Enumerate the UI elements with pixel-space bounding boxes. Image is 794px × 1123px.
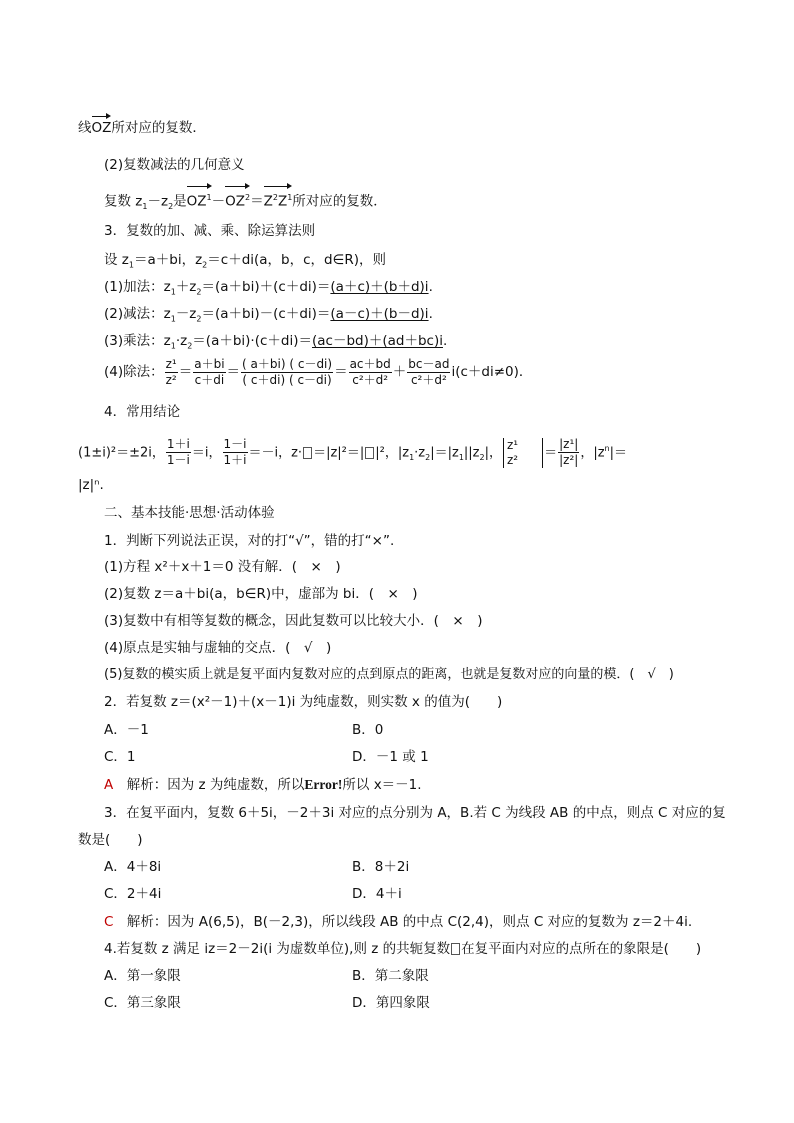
section-heading: (2)复数减法的几何意义 bbox=[104, 157, 245, 173]
text: ＝c＋di(a，b，c，d∈R)，则 bbox=[207, 252, 387, 268]
solution-2 bbox=[104, 775, 422, 795]
text: (1±i)²＝±2i， bbox=[78, 445, 165, 461]
denominator: 1－i bbox=[166, 453, 190, 468]
text: ＝|z|²＝| bbox=[313, 445, 365, 461]
text: ＝a＋bi，z bbox=[133, 252, 203, 268]
question-1: 1．判断下列说法正误，对的打“√”，错的打“×”. bbox=[104, 533, 395, 549]
text: ＝(a＋bi)·(c＋di)＝ bbox=[192, 333, 312, 349]
text: －z bbox=[175, 306, 197, 322]
option-c: C．2＋4i bbox=[104, 886, 162, 902]
option-a: A．4＋8i bbox=[104, 859, 162, 875]
fraction bbox=[506, 438, 519, 468]
denominator: ( c＋di) ( c－di) bbox=[242, 372, 332, 387]
abs-bar bbox=[503, 438, 504, 468]
option-a: A．－1 bbox=[104, 722, 149, 738]
error-text: Error! bbox=[304, 777, 343, 792]
fraction bbox=[165, 357, 178, 388]
text: . bbox=[428, 279, 433, 295]
option-d: D．第四象限 bbox=[352, 995, 430, 1011]
text: (4)除法： bbox=[104, 364, 164, 380]
text: ＝(a＋bi)－(c＋di)＝ bbox=[201, 306, 331, 322]
answer-underlined: (ac－bd)＋(ad＋bc)i bbox=[312, 333, 443, 349]
abs-bar bbox=[542, 438, 543, 468]
text: ＝ bbox=[334, 364, 348, 380]
text-line: |z|ⁿ. bbox=[78, 477, 104, 493]
text-line: 复数 $z_1-z_2$是$OZ^1-OZ^2=Z^2Z^1$所对应的复数． bbox=[104, 188, 387, 217]
option-c: C．第三象限 bbox=[104, 995, 181, 1011]
text: 线 bbox=[78, 120, 92, 136]
numerator: 1－i bbox=[223, 437, 247, 452]
text: 所以 x＝－1. bbox=[342, 777, 422, 793]
section-heading: 4．常用结论 bbox=[104, 404, 181, 420]
conjugate-placeholder-icon bbox=[303, 447, 312, 459]
numerator: bc－ad bbox=[408, 356, 450, 371]
text: ＋ bbox=[392, 364, 407, 380]
vector-oz2: $OZ^2$ bbox=[225, 188, 250, 212]
numerator: a＋bi bbox=[194, 356, 225, 371]
question-3-cont: 数是( ) bbox=[78, 832, 143, 848]
text: － bbox=[211, 193, 226, 210]
judgement-item: (5)复数的模实质上就是复平面内复数对应的点到原点的距离，也就是复数对应的向量的模．( √ ) bbox=[104, 667, 674, 682]
fraction bbox=[241, 357, 333, 388]
text: OZ bbox=[186, 193, 207, 210]
text: . bbox=[443, 333, 448, 349]
question-3: 3．在复平面内，复数 6＋5i，－2＋3i 对应的点分别为 A，B.若 C 为线段 AB 的中点，则点 C 对应的复 bbox=[104, 805, 726, 821]
text: (2)减法：z bbox=[104, 306, 171, 322]
option-b: B．8＋2i bbox=[352, 859, 410, 875]
section-heading: 3．复数的加、减、乘、除运算法则 bbox=[104, 223, 316, 239]
fraction bbox=[193, 357, 225, 388]
text: 解析：因为 z 为纯虚数，所以 bbox=[113, 777, 305, 793]
text: ＝(a＋bi)＋(c＋di)＝ bbox=[201, 279, 331, 295]
text: ·z bbox=[175, 333, 188, 349]
text: 复数 z bbox=[104, 193, 143, 210]
option-a: A．第一象限 bbox=[104, 968, 181, 984]
text: 设 z bbox=[104, 252, 129, 268]
denominator: z² bbox=[506, 452, 519, 467]
question-2: 2．若复数 z＝(x²－1)＋(x－1)i 为纯虚数，则实数 x 的值为( ) bbox=[104, 694, 503, 710]
judgement-item: (2)复数 z＝a＋bi(a，b∈R)中，虚部为 bi．( × ) bbox=[104, 586, 418, 602]
text: ＋z bbox=[175, 279, 197, 295]
text: |， bbox=[484, 445, 502, 461]
text-line: (1)加法：$z_1+z_2=(a+bi)+(c+di)=(a+c)+(b+d)i$. bbox=[104, 279, 433, 297]
answer-underlined: (a－c)＋(b－d)i bbox=[330, 306, 429, 322]
text-line: (2)减法：$z_1-z_2=(a+bi)-(c+di)=(a-c)+(b-d)i$. bbox=[104, 306, 433, 324]
fraction bbox=[349, 357, 392, 388]
text: ＝ bbox=[250, 193, 264, 210]
numerator: z¹ bbox=[165, 356, 177, 371]
answer-underlined: (a＋c)＋(b＋d)i bbox=[330, 279, 429, 295]
text: i(c＋di≠0)． bbox=[451, 364, 533, 380]
text: 4.若复数 z 满足 iz＝2－2i(i 为虚数单位),则 z 的共轭复数 bbox=[104, 941, 451, 957]
vector-z2z1: $Z^2Z^1$ bbox=[264, 188, 293, 212]
denominator: |z²| bbox=[559, 453, 579, 468]
vector-oz1: $OZ^1$ bbox=[187, 188, 212, 212]
judgement-item: (4)原点是实轴与虚轴的交点．( √ ) bbox=[104, 640, 332, 656]
text: |²，|z bbox=[375, 445, 410, 461]
text: 所对应的复数． bbox=[111, 120, 206, 136]
denominator: c²＋d² bbox=[352, 372, 389, 387]
numerator: ( a＋bi) ( c－di) bbox=[242, 356, 333, 371]
denominator: c＋di bbox=[194, 372, 225, 387]
text-line bbox=[78, 118, 206, 138]
numerator: 1＋i bbox=[166, 437, 190, 452]
numerator: ac＋bd bbox=[349, 356, 391, 371]
option-d: D．－1 或 1 bbox=[352, 749, 429, 765]
denominator: 1＋i bbox=[223, 453, 247, 468]
text: |＝ bbox=[609, 445, 627, 461]
fraction bbox=[166, 437, 191, 468]
denominator: c²＋d² bbox=[410, 372, 447, 387]
conjugate-placeholder-icon bbox=[451, 943, 460, 955]
text: ＝i， bbox=[191, 445, 222, 461]
text: 解析：因为 A(6,5)，B(－2,3)，所以线段 AB 的中点 C(2,4)，则点 C 对应的复数为 z＝2＋4i. bbox=[113, 914, 693, 930]
text: |＝|z bbox=[430, 445, 459, 461]
option-b: B．第二象限 bbox=[352, 968, 429, 984]
text: (3)乘法：z bbox=[104, 333, 171, 349]
option-b: B．0 bbox=[352, 722, 384, 738]
text: 在复平面内对应的点所在的象限是( ) bbox=[461, 941, 702, 957]
fraction bbox=[558, 437, 579, 468]
formula-conclusions: (1±i)²＝±2i， $\frac{1+i}{1-i}$ ＝i， $\frac{1-i}{1+i}$ ＝－i，z· ＝|z|²＝| |²，$|z_1\cdot z_2|=|z_1||z_2|$， z¹ z² ＝ $\frac{\text{|z¹|}}{\text{|z²|}}$ ，$|z^n|=$ bbox=[78, 437, 627, 468]
text: ＝－i，z· bbox=[248, 445, 303, 461]
text: 是 bbox=[173, 193, 187, 210]
option-c: C．1 bbox=[104, 749, 136, 765]
conjugate-placeholder-icon bbox=[365, 447, 374, 459]
vector-oz: OZ bbox=[91, 120, 112, 136]
text: . bbox=[428, 306, 433, 322]
text: 所对应的复数． bbox=[292, 193, 387, 210]
text: ||z bbox=[463, 445, 480, 461]
section-heading: 二、基本技能·思想·活动体验 bbox=[104, 505, 275, 521]
judgement-item: (1)方程 x²＋x＋1＝0 没有解．( × ) bbox=[104, 559, 341, 575]
numerator: z¹ bbox=[506, 437, 519, 452]
formula-division bbox=[104, 356, 532, 388]
text: (1)加法：z bbox=[104, 279, 171, 295]
text: Z bbox=[263, 193, 273, 210]
text: ，|z bbox=[580, 445, 605, 461]
answer-letter: C bbox=[104, 914, 114, 930]
text: ＝ bbox=[544, 445, 558, 461]
fraction bbox=[407, 357, 450, 388]
question-4 bbox=[104, 939, 701, 959]
text: ＝ bbox=[178, 364, 193, 380]
text: ＝ bbox=[226, 364, 241, 380]
text: ·z bbox=[414, 445, 426, 461]
denominator: z² bbox=[165, 372, 177, 387]
answer-letter: A bbox=[104, 777, 114, 793]
text-line: (3)乘法：$z_1\cdot z_2=(a+bi)\cdot(c+di)=(ac-bd)+(ad+bc)i$. bbox=[104, 333, 448, 351]
solution-3 bbox=[104, 912, 692, 932]
fraction bbox=[223, 437, 248, 468]
text-line: 设 $z_1=a+bi$，$z_2=c+di(a$，b，c，d∈R)，则 bbox=[104, 252, 387, 270]
text: －z bbox=[147, 193, 169, 210]
option-d: D．4＋i bbox=[352, 886, 402, 902]
text: OZ bbox=[225, 193, 246, 210]
numerator: |z¹| bbox=[559, 437, 579, 452]
judgement-item: (3)复数中有相等复数的概念，因此复数可以比较大小．( × ) bbox=[104, 613, 483, 629]
